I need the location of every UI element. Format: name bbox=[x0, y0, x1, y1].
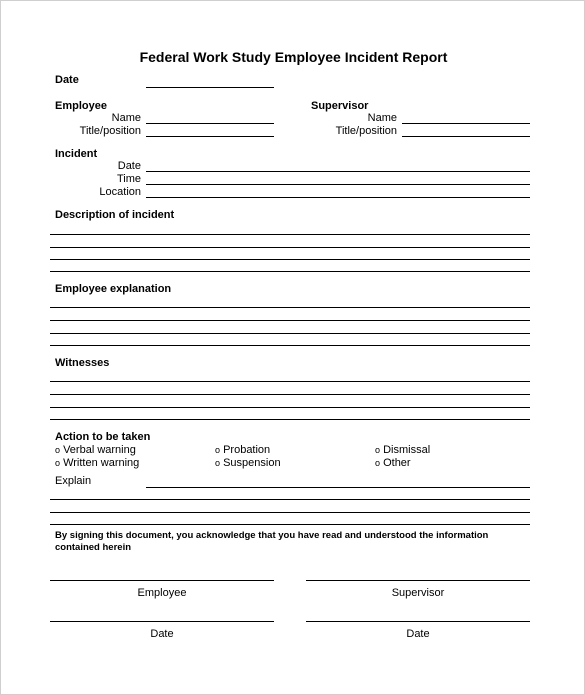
employee-heading: Employee bbox=[55, 100, 107, 112]
option-verbal-warning[interactable] bbox=[55, 444, 136, 457]
explain-line[interactable] bbox=[50, 512, 530, 513]
explain-field[interactable] bbox=[146, 487, 530, 488]
supervisor-signature-line[interactable] bbox=[306, 580, 530, 581]
description-line[interactable] bbox=[50, 259, 530, 260]
description-line[interactable] bbox=[50, 234, 530, 235]
incident-date-field[interactable] bbox=[146, 171, 530, 172]
checkbox-circle-icon[interactable]: o bbox=[375, 445, 381, 455]
explanation-line[interactable] bbox=[50, 333, 530, 334]
supervisor-date-line[interactable] bbox=[306, 621, 530, 622]
checkbox-circle-icon[interactable]: o bbox=[215, 445, 221, 455]
explanation-heading: Employee explanation bbox=[55, 283, 172, 295]
explanation-line[interactable] bbox=[50, 320, 530, 321]
option-label: Verbal warning bbox=[63, 444, 136, 456]
option-label: Written warning bbox=[63, 457, 140, 469]
checkbox-circle-icon[interactable]: o bbox=[375, 458, 381, 468]
acknowledgement-notice: By signing this document, you acknowledge that you have read and understood the information contained herein bbox=[55, 530, 489, 553]
employee-date-label: Date bbox=[150, 628, 174, 640]
option-probation[interactable] bbox=[215, 444, 270, 457]
option-suspension[interactable] bbox=[215, 457, 281, 470]
option-label: Probation bbox=[223, 444, 271, 456]
form-title: Federal Work Study Employee Incident Report bbox=[139, 49, 448, 65]
employee-title-field[interactable] bbox=[146, 136, 274, 137]
checkbox-circle-icon[interactable]: o bbox=[215, 458, 221, 468]
witnesses-line[interactable] bbox=[50, 419, 530, 420]
description-line[interactable] bbox=[50, 271, 530, 272]
incident-time-label: Time bbox=[116, 173, 141, 185]
option-other[interactable] bbox=[375, 457, 411, 470]
supervisor-name-label: Name bbox=[367, 112, 397, 124]
witnesses-line[interactable] bbox=[50, 381, 530, 382]
witnesses-heading: Witnesses bbox=[55, 357, 110, 369]
date-field[interactable] bbox=[146, 87, 274, 88]
checkbox-circle-icon[interactable]: o bbox=[55, 458, 61, 468]
employee-date-line[interactable] bbox=[50, 621, 274, 622]
action-heading: Action to be taken bbox=[55, 431, 151, 443]
supervisor-title-label: Title/position bbox=[335, 125, 397, 137]
description-line[interactable] bbox=[50, 247, 530, 248]
explain-line[interactable] bbox=[50, 524, 530, 525]
supervisor-signature-label: Supervisor bbox=[391, 587, 445, 599]
employee-name-field[interactable] bbox=[146, 123, 274, 124]
employee-title-label: Title/position bbox=[79, 125, 141, 137]
witnesses-line[interactable] bbox=[50, 407, 530, 408]
option-label: Suspension bbox=[223, 457, 281, 469]
employee-signature-label: Employee bbox=[137, 587, 187, 599]
incident-time-field[interactable] bbox=[146, 184, 530, 185]
option-written-warning[interactable] bbox=[55, 457, 139, 470]
explain-line[interactable] bbox=[50, 499, 530, 500]
explain-label: Explain bbox=[55, 475, 92, 487]
incident-heading: Incident bbox=[55, 148, 98, 160]
explanation-line[interactable] bbox=[50, 307, 530, 308]
supervisor-name-field[interactable] bbox=[402, 123, 530, 124]
employee-signature-line[interactable] bbox=[50, 580, 274, 581]
explanation-line[interactable] bbox=[50, 345, 530, 346]
witnesses-line[interactable] bbox=[50, 394, 530, 395]
option-label: Other bbox=[383, 457, 411, 469]
incident-location-label: Location bbox=[99, 186, 141, 198]
checkbox-circle-icon[interactable]: o bbox=[55, 445, 61, 455]
supervisor-heading: Supervisor bbox=[311, 100, 369, 112]
incident-location-field[interactable] bbox=[146, 197, 530, 198]
date-label: Date bbox=[55, 74, 79, 86]
option-dismissal[interactable] bbox=[375, 444, 430, 457]
supervisor-date-label: Date bbox=[406, 628, 430, 640]
description-heading: Description of incident bbox=[55, 209, 175, 221]
option-label: Dismissal bbox=[383, 444, 431, 456]
supervisor-title-field[interactable] bbox=[402, 136, 530, 137]
employee-name-label: Name bbox=[111, 112, 141, 124]
incident-date-label: Date bbox=[117, 160, 141, 172]
